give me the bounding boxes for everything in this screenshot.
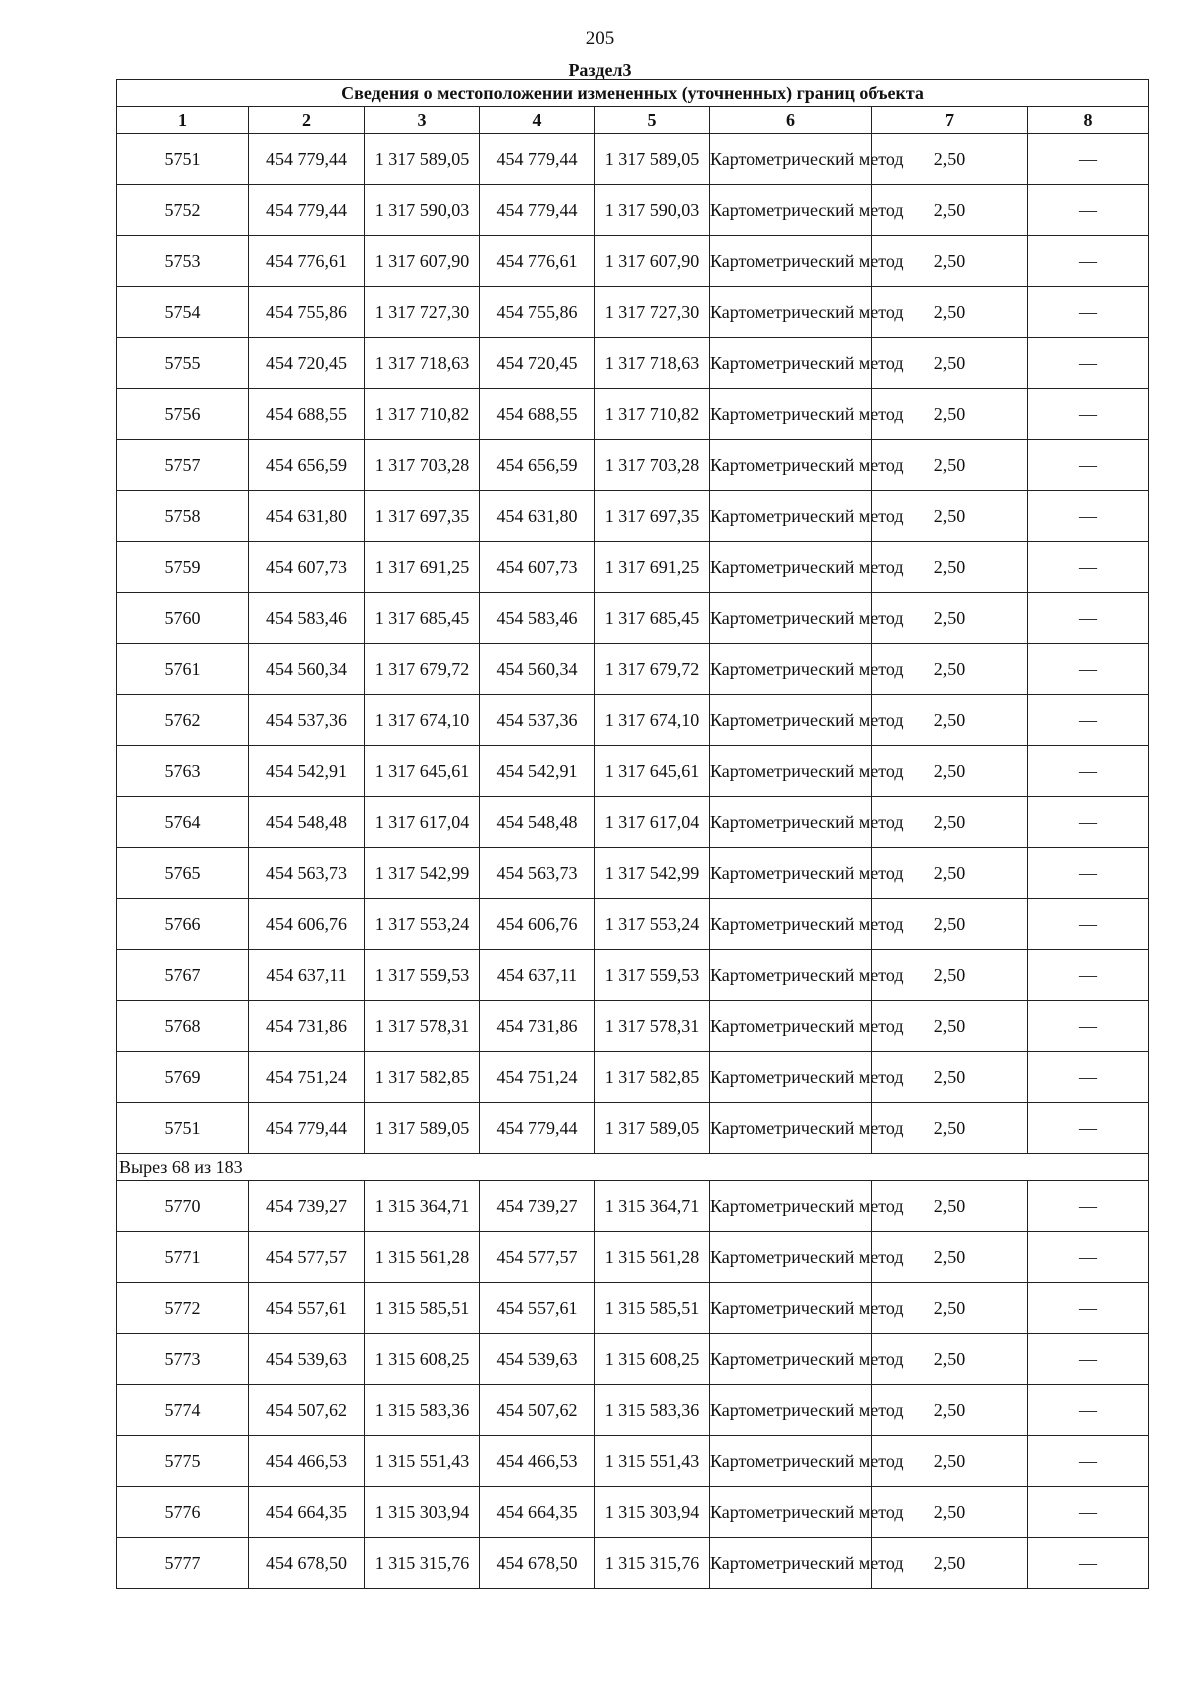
cell-method: Картометрический метод bbox=[710, 1334, 872, 1385]
cell-new-x: 454 563,73 bbox=[480, 848, 595, 899]
cell-new-x: 454 583,46 bbox=[480, 593, 595, 644]
cell-new-y: 1 315 561,28 bbox=[595, 1232, 710, 1283]
cell-new-x: 454 720,45 bbox=[480, 338, 595, 389]
cell-point-number: 5764 bbox=[117, 797, 249, 848]
cell-method: Картометрический метод bbox=[710, 1385, 872, 1436]
cell-point-number: 5757 bbox=[117, 440, 249, 491]
cell-new-y: 1 317 718,63 bbox=[595, 338, 710, 389]
cell-accuracy: 2,50 bbox=[872, 899, 1028, 950]
cell-method: Картометрический метод bbox=[710, 134, 872, 185]
cell-description: — bbox=[1028, 491, 1149, 542]
cell-existing-x: 454 678,50 bbox=[249, 1538, 365, 1589]
cell-method: Картометрический метод bbox=[710, 899, 872, 950]
cell-existing-y: 1 315 561,28 bbox=[365, 1232, 480, 1283]
cell-new-x: 454 678,50 bbox=[480, 1538, 595, 1589]
cell-existing-x: 454 507,62 bbox=[249, 1385, 365, 1436]
cell-description: — bbox=[1028, 644, 1149, 695]
cell-point-number: 5751 bbox=[117, 1103, 249, 1154]
cell-method: Картометрический метод bbox=[710, 185, 872, 236]
cell-point-number: 5775 bbox=[117, 1436, 249, 1487]
cell-accuracy: 2,50 bbox=[872, 746, 1028, 797]
cell-new-x: 454 664,35 bbox=[480, 1487, 595, 1538]
cell-description: — bbox=[1028, 1181, 1149, 1232]
cell-accuracy: 2,50 bbox=[872, 797, 1028, 848]
cell-point-number: 5758 bbox=[117, 491, 249, 542]
cell-accuracy: 2,50 bbox=[872, 338, 1028, 389]
cell-new-x: 454 637,11 bbox=[480, 950, 595, 1001]
cell-accuracy: 2,50 bbox=[872, 440, 1028, 491]
cell-description: — bbox=[1028, 1487, 1149, 1538]
cell-description: — bbox=[1028, 1385, 1149, 1436]
cell-existing-y: 1 317 727,30 bbox=[365, 287, 480, 338]
cell-description: — bbox=[1028, 1283, 1149, 1334]
table-row bbox=[117, 1385, 1149, 1436]
cell-existing-x: 454 664,35 bbox=[249, 1487, 365, 1538]
cell-new-y: 1 317 559,53 bbox=[595, 950, 710, 1001]
cell-existing-y: 1 317 589,05 bbox=[365, 134, 480, 185]
cell-description: — bbox=[1028, 899, 1149, 950]
cell-accuracy: 2,50 bbox=[872, 950, 1028, 1001]
cell-point-number: 5766 bbox=[117, 899, 249, 950]
cell-existing-x: 454 656,59 bbox=[249, 440, 365, 491]
column-number-1: 1 bbox=[117, 107, 249, 134]
cell-new-x: 454 606,76 bbox=[480, 899, 595, 950]
cell-new-x: 454 557,61 bbox=[480, 1283, 595, 1334]
cell-new-x: 454 739,27 bbox=[480, 1181, 595, 1232]
table-row bbox=[117, 491, 1149, 542]
cell-existing-y: 1 317 703,28 bbox=[365, 440, 480, 491]
cell-method: Картометрический метод bbox=[710, 1232, 872, 1283]
cell-existing-x: 454 779,44 bbox=[249, 134, 365, 185]
cell-new-y: 1 317 589,05 bbox=[595, 1103, 710, 1154]
cell-existing-x: 454 606,76 bbox=[249, 899, 365, 950]
cell-new-x: 454 731,86 bbox=[480, 1001, 595, 1052]
cell-new-y: 1 317 703,28 bbox=[595, 440, 710, 491]
cell-method: Картометрический метод bbox=[710, 1103, 872, 1154]
cell-existing-y: 1 317 590,03 bbox=[365, 185, 480, 236]
cell-existing-x: 454 731,86 bbox=[249, 1001, 365, 1052]
cell-existing-y: 1 317 718,63 bbox=[365, 338, 480, 389]
cell-new-y: 1 317 697,35 bbox=[595, 491, 710, 542]
cell-new-y: 1 315 303,94 bbox=[595, 1487, 710, 1538]
column-number-5: 5 bbox=[595, 107, 710, 134]
cell-point-number: 5769 bbox=[117, 1052, 249, 1103]
table-row bbox=[117, 134, 1149, 185]
cell-existing-y: 1 317 607,90 bbox=[365, 236, 480, 287]
cell-new-y: 1 317 617,04 bbox=[595, 797, 710, 848]
cell-existing-x: 454 557,61 bbox=[249, 1283, 365, 1334]
cell-description: — bbox=[1028, 1103, 1149, 1154]
cell-new-x: 454 755,86 bbox=[480, 287, 595, 338]
cell-existing-x: 454 607,73 bbox=[249, 542, 365, 593]
cell-new-y: 1 317 685,45 bbox=[595, 593, 710, 644]
cell-point-number: 5756 bbox=[117, 389, 249, 440]
cell-existing-y: 1 317 685,45 bbox=[365, 593, 480, 644]
column-number-8: 8 bbox=[1028, 107, 1149, 134]
cell-method: Картометрический метод bbox=[710, 1052, 872, 1103]
cell-description: — bbox=[1028, 593, 1149, 644]
cell-point-number: 5762 bbox=[117, 695, 249, 746]
cell-method: Картометрический метод bbox=[710, 1181, 872, 1232]
cell-method: Картометрический метод bbox=[710, 1283, 872, 1334]
cell-method: Картометрический метод bbox=[710, 848, 872, 899]
cell-accuracy: 2,50 bbox=[872, 593, 1028, 644]
cell-existing-y: 1 317 674,10 bbox=[365, 695, 480, 746]
table-row bbox=[117, 542, 1149, 593]
cell-existing-x: 454 779,44 bbox=[249, 185, 365, 236]
cell-new-y: 1 317 674,10 bbox=[595, 695, 710, 746]
table-row bbox=[117, 899, 1149, 950]
cell-existing-y: 1 315 364,71 bbox=[365, 1181, 480, 1232]
cell-new-x: 454 779,44 bbox=[480, 1103, 595, 1154]
table-row bbox=[117, 1538, 1149, 1589]
table-body bbox=[117, 134, 1149, 1589]
page-number: 205 bbox=[585, 28, 615, 49]
table-row bbox=[117, 287, 1149, 338]
cell-method: Картометрический метод bbox=[710, 236, 872, 287]
cell-method: Картометрический метод bbox=[710, 542, 872, 593]
cell-new-y: 1 317 553,24 bbox=[595, 899, 710, 950]
cell-existing-x: 454 755,86 bbox=[249, 287, 365, 338]
cell-description: — bbox=[1028, 848, 1149, 899]
cell-new-y: 1 317 710,82 bbox=[595, 389, 710, 440]
cell-existing-x: 454 539,63 bbox=[249, 1334, 365, 1385]
cell-description: — bbox=[1028, 1436, 1149, 1487]
table-row bbox=[117, 338, 1149, 389]
table-row bbox=[117, 1436, 1149, 1487]
cell-point-number: 5763 bbox=[117, 746, 249, 797]
cell-accuracy: 2,50 bbox=[872, 1232, 1028, 1283]
cell-new-x: 454 537,36 bbox=[480, 695, 595, 746]
cell-existing-x: 454 537,36 bbox=[249, 695, 365, 746]
cell-method: Картометрический метод bbox=[710, 644, 872, 695]
cell-new-x: 454 607,73 bbox=[480, 542, 595, 593]
cell-new-x: 454 539,63 bbox=[480, 1334, 595, 1385]
table-row bbox=[117, 389, 1149, 440]
table-row bbox=[117, 848, 1149, 899]
cell-existing-x: 454 577,57 bbox=[249, 1232, 365, 1283]
cell-method: Картометрический метод bbox=[710, 491, 872, 542]
cell-existing-x: 454 563,73 bbox=[249, 848, 365, 899]
cell-new-y: 1 317 607,90 bbox=[595, 236, 710, 287]
cell-new-y: 1 317 582,85 bbox=[595, 1052, 710, 1103]
cell-accuracy: 2,50 bbox=[872, 1001, 1028, 1052]
cell-accuracy: 2,50 bbox=[872, 236, 1028, 287]
cell-new-x: 454 688,55 bbox=[480, 389, 595, 440]
cell-accuracy: 2,50 bbox=[872, 1385, 1028, 1436]
cell-point-number: 5770 bbox=[117, 1181, 249, 1232]
table-row bbox=[117, 185, 1149, 236]
cell-new-x: 454 776,61 bbox=[480, 236, 595, 287]
cell-point-number: 5772 bbox=[117, 1283, 249, 1334]
cell-existing-y: 1 317 691,25 bbox=[365, 542, 480, 593]
cell-point-number: 5774 bbox=[117, 1385, 249, 1436]
cell-description: — bbox=[1028, 338, 1149, 389]
cell-description: — bbox=[1028, 236, 1149, 287]
table-caption: Сведения о местоположении измененных (уточненных) границ объекта bbox=[117, 80, 1149, 107]
cell-point-number: 5761 bbox=[117, 644, 249, 695]
cell-existing-y: 1 315 585,51 bbox=[365, 1283, 480, 1334]
cell-accuracy: 2,50 bbox=[872, 1103, 1028, 1154]
table-row bbox=[117, 1334, 1149, 1385]
cell-description: — bbox=[1028, 797, 1149, 848]
cell-description: — bbox=[1028, 695, 1149, 746]
cell-existing-x: 454 466,53 bbox=[249, 1436, 365, 1487]
group-label: Вырез 68 из 183 bbox=[117, 1154, 1149, 1181]
cell-existing-x: 454 779,44 bbox=[249, 1103, 365, 1154]
cell-new-y: 1 317 578,31 bbox=[595, 1001, 710, 1052]
cell-accuracy: 2,50 bbox=[872, 1487, 1028, 1538]
cell-point-number: 5771 bbox=[117, 1232, 249, 1283]
cell-method: Картометрический метод bbox=[710, 440, 872, 491]
cell-accuracy: 2,50 bbox=[872, 644, 1028, 695]
cell-method: Картометрический метод bbox=[710, 1001, 872, 1052]
column-number-2: 2 bbox=[249, 107, 365, 134]
cell-accuracy: 2,50 bbox=[872, 848, 1028, 899]
cell-description: — bbox=[1028, 950, 1149, 1001]
cell-accuracy: 2,50 bbox=[872, 287, 1028, 338]
cell-point-number: 5753 bbox=[117, 236, 249, 287]
column-number-row bbox=[117, 107, 1149, 134]
cell-accuracy: 2,50 bbox=[872, 542, 1028, 593]
cell-new-x: 454 542,91 bbox=[480, 746, 595, 797]
table-row bbox=[117, 1232, 1149, 1283]
cell-point-number: 5755 bbox=[117, 338, 249, 389]
cell-existing-y: 1 315 608,25 bbox=[365, 1334, 480, 1385]
cell-method: Картометрический метод bbox=[710, 950, 872, 1001]
cell-new-x: 454 751,24 bbox=[480, 1052, 595, 1103]
column-number-6: 6 bbox=[710, 107, 872, 134]
cell-existing-y: 1 317 617,04 bbox=[365, 797, 480, 848]
cell-point-number: 5751 bbox=[117, 134, 249, 185]
cell-description: — bbox=[1028, 389, 1149, 440]
table-row bbox=[117, 695, 1149, 746]
table-row bbox=[117, 746, 1149, 797]
cell-accuracy: 2,50 bbox=[872, 134, 1028, 185]
cell-existing-y: 1 317 542,99 bbox=[365, 848, 480, 899]
cell-description: — bbox=[1028, 1001, 1149, 1052]
cell-existing-y: 1 315 551,43 bbox=[365, 1436, 480, 1487]
cell-new-x: 454 779,44 bbox=[480, 185, 595, 236]
cell-method: Картометрический метод bbox=[710, 389, 872, 440]
cell-new-y: 1 315 315,76 bbox=[595, 1538, 710, 1589]
cell-method: Картометрический метод bbox=[710, 746, 872, 797]
cell-point-number: 5765 bbox=[117, 848, 249, 899]
cell-new-y: 1 317 589,05 bbox=[595, 134, 710, 185]
cell-accuracy: 2,50 bbox=[872, 389, 1028, 440]
table-row bbox=[117, 1103, 1149, 1154]
cell-existing-y: 1 317 697,35 bbox=[365, 491, 480, 542]
column-number-4: 4 bbox=[480, 107, 595, 134]
table-row bbox=[117, 797, 1149, 848]
cell-new-y: 1 317 727,30 bbox=[595, 287, 710, 338]
cell-method: Картометрический метод bbox=[710, 695, 872, 746]
group-label-row bbox=[117, 1154, 1149, 1181]
cell-existing-x: 454 560,34 bbox=[249, 644, 365, 695]
cell-new-x: 454 656,59 bbox=[480, 440, 595, 491]
cell-description: — bbox=[1028, 1538, 1149, 1589]
cell-existing-x: 454 776,61 bbox=[249, 236, 365, 287]
cell-existing-y: 1 317 710,82 bbox=[365, 389, 480, 440]
cell-existing-y: 1 317 553,24 bbox=[365, 899, 480, 950]
cell-existing-x: 454 631,80 bbox=[249, 491, 365, 542]
cell-accuracy: 2,50 bbox=[872, 1181, 1028, 1232]
cell-existing-y: 1 317 679,72 bbox=[365, 644, 480, 695]
cell-method: Картометрический метод bbox=[710, 593, 872, 644]
cell-new-y: 1 317 679,72 bbox=[595, 644, 710, 695]
cell-new-x: 454 779,44 bbox=[480, 134, 595, 185]
cell-method: Картометрический метод bbox=[710, 287, 872, 338]
cell-description: — bbox=[1028, 542, 1149, 593]
cell-point-number: 5768 bbox=[117, 1001, 249, 1052]
cell-description: — bbox=[1028, 440, 1149, 491]
cell-accuracy: 2,50 bbox=[872, 185, 1028, 236]
cell-new-y: 1 317 691,25 bbox=[595, 542, 710, 593]
cell-existing-y: 1 317 559,53 bbox=[365, 950, 480, 1001]
cell-new-y: 1 315 585,51 bbox=[595, 1283, 710, 1334]
table-row bbox=[117, 950, 1149, 1001]
cell-description: — bbox=[1028, 287, 1149, 338]
boundary-coordinates-table bbox=[116, 79, 1149, 1589]
table-row bbox=[117, 1283, 1149, 1334]
cell-new-x: 454 577,57 bbox=[480, 1232, 595, 1283]
cell-accuracy: 2,50 bbox=[872, 1538, 1028, 1589]
cell-description: — bbox=[1028, 1334, 1149, 1385]
cell-existing-y: 1 317 578,31 bbox=[365, 1001, 480, 1052]
section-title: Раздел3 bbox=[568, 60, 632, 80]
cell-point-number: 5773 bbox=[117, 1334, 249, 1385]
table-row bbox=[117, 1001, 1149, 1052]
cell-accuracy: 2,50 bbox=[872, 1334, 1028, 1385]
cell-accuracy: 2,50 bbox=[872, 695, 1028, 746]
cell-new-x: 454 631,80 bbox=[480, 491, 595, 542]
column-number-3: 3 bbox=[365, 107, 480, 134]
cell-new-y: 1 317 590,03 bbox=[595, 185, 710, 236]
cell-existing-y: 1 317 645,61 bbox=[365, 746, 480, 797]
cell-method: Картометрический метод bbox=[710, 797, 872, 848]
cell-new-y: 1 315 551,43 bbox=[595, 1436, 710, 1487]
cell-point-number: 5777 bbox=[117, 1538, 249, 1589]
cell-new-x: 454 507,62 bbox=[480, 1385, 595, 1436]
cell-accuracy: 2,50 bbox=[872, 1052, 1028, 1103]
cell-description: — bbox=[1028, 134, 1149, 185]
cell-existing-x: 454 751,24 bbox=[249, 1052, 365, 1103]
cell-new-x: 454 466,53 bbox=[480, 1436, 595, 1487]
cell-point-number: 5776 bbox=[117, 1487, 249, 1538]
table-row bbox=[117, 1052, 1149, 1103]
cell-accuracy: 2,50 bbox=[872, 1283, 1028, 1334]
cell-method: Картометрический метод bbox=[710, 1538, 872, 1589]
cell-method: Картометрический метод bbox=[710, 1436, 872, 1487]
table-row bbox=[117, 1487, 1149, 1538]
cell-description: — bbox=[1028, 1052, 1149, 1103]
cell-existing-x: 454 720,45 bbox=[249, 338, 365, 389]
cell-existing-x: 454 688,55 bbox=[249, 389, 365, 440]
cell-new-y: 1 315 583,36 bbox=[595, 1385, 710, 1436]
table-row bbox=[117, 440, 1149, 491]
cell-new-x: 454 548,48 bbox=[480, 797, 595, 848]
column-number-7: 7 bbox=[872, 107, 1028, 134]
table-row bbox=[117, 1181, 1149, 1232]
cell-method: Картометрический метод bbox=[710, 1487, 872, 1538]
cell-new-x: 454 560,34 bbox=[480, 644, 595, 695]
cell-description: — bbox=[1028, 185, 1149, 236]
cell-new-y: 1 315 364,71 bbox=[595, 1181, 710, 1232]
cell-point-number: 5759 bbox=[117, 542, 249, 593]
cell-point-number: 5754 bbox=[117, 287, 249, 338]
cell-accuracy: 2,50 bbox=[872, 491, 1028, 542]
cell-new-y: 1 317 645,61 bbox=[595, 746, 710, 797]
cell-existing-x: 454 548,48 bbox=[249, 797, 365, 848]
cell-new-y: 1 317 542,99 bbox=[595, 848, 710, 899]
cell-existing-x: 454 583,46 bbox=[249, 593, 365, 644]
cell-existing-y: 1 315 583,36 bbox=[365, 1385, 480, 1436]
cell-existing-y: 1 315 303,94 bbox=[365, 1487, 480, 1538]
cell-existing-y: 1 317 589,05 bbox=[365, 1103, 480, 1154]
cell-existing-y: 1 315 315,76 bbox=[365, 1538, 480, 1589]
cell-existing-x: 454 542,91 bbox=[249, 746, 365, 797]
cell-existing-x: 454 637,11 bbox=[249, 950, 365, 1001]
cell-point-number: 5760 bbox=[117, 593, 249, 644]
table-row bbox=[117, 644, 1149, 695]
cell-new-y: 1 315 608,25 bbox=[595, 1334, 710, 1385]
cell-method: Картометрический метод bbox=[710, 338, 872, 389]
cell-description: — bbox=[1028, 746, 1149, 797]
cell-point-number: 5767 bbox=[117, 950, 249, 1001]
cell-accuracy: 2,50 bbox=[872, 1436, 1028, 1487]
cell-existing-y: 1 317 582,85 bbox=[365, 1052, 480, 1103]
cell-existing-x: 454 739,27 bbox=[249, 1181, 365, 1232]
table-row bbox=[117, 593, 1149, 644]
cell-point-number: 5752 bbox=[117, 185, 249, 236]
table-row bbox=[117, 236, 1149, 287]
cell-description: — bbox=[1028, 1232, 1149, 1283]
